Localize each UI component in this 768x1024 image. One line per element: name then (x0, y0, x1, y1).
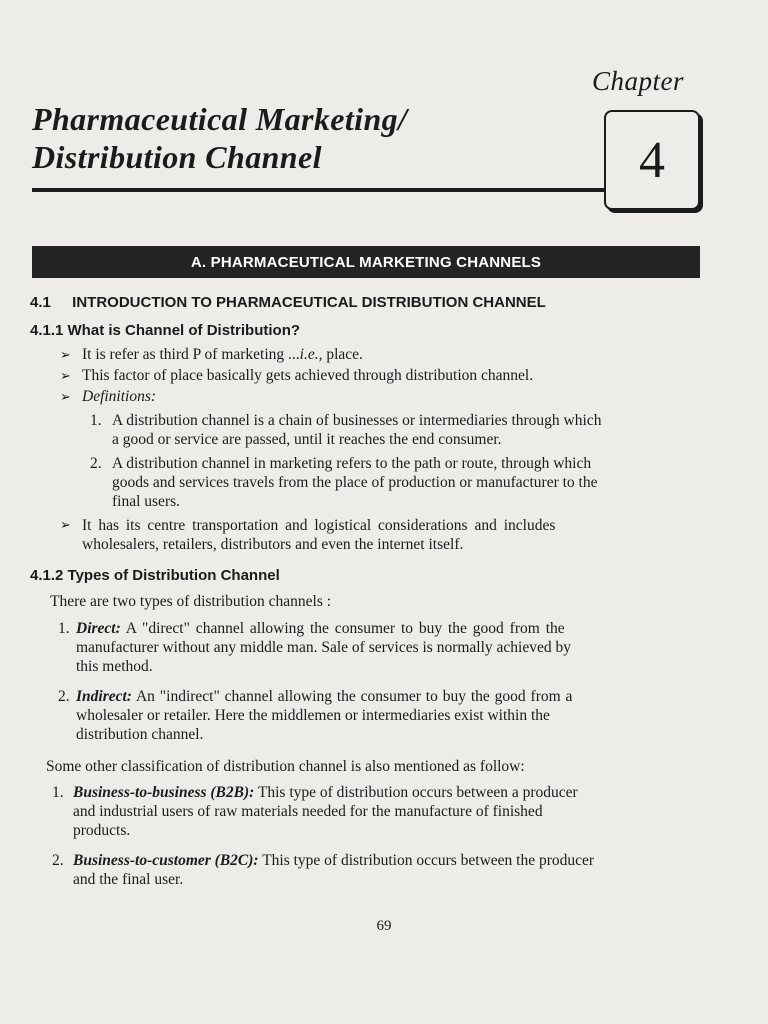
heading-4-1-2: 4.1.2 Types of Distribution Channel (30, 567, 280, 584)
definition-1-line-1: A distribution channel is a chain of businesses or intermediaries through which (112, 412, 602, 429)
bullet-arrow-icon: ➢ (60, 368, 71, 383)
type-1-line-2: manufacturer without any middle man. Sale of services is normally achieved by (76, 639, 571, 656)
chapter-number-box (604, 110, 700, 210)
bullet-3-definitions: Definitions: (82, 388, 157, 405)
type-2-line-2: wholesaler or retailer. Here the middlemen or intermediaries exist within the (76, 707, 550, 724)
bullet-1-text: It is refer as third P of marketing ... (82, 346, 300, 363)
chapter-title-line-2: Distribution Channel (32, 139, 322, 175)
bullet-arrow-icon: ➢ (60, 347, 71, 362)
heading-4-1-number: 4.1 (30, 294, 51, 311)
chapter-number: 4 (639, 131, 665, 189)
other-1-line-1 (73, 784, 578, 802)
heading-4-1-1: 4.1.1 What is Channel of Distribution? (30, 322, 301, 339)
bullet-4-line-1: It has its centre transportation and logistical considerations and includes (82, 517, 556, 534)
bullet-1-italic: i.e., (299, 346, 323, 363)
definition-2-line-3: final users. (112, 493, 181, 510)
definition-2-line-1: A distribution channel in marketing refers to the path or route, through which (112, 455, 592, 472)
type-1-line-1 (76, 620, 565, 638)
bullet-1 (82, 346, 363, 364)
type-2-number: 2. (58, 688, 70, 705)
type-1-text: A "direct" channel allowing the consumer to buy the good from the (120, 620, 565, 637)
chapter-title (32, 100, 592, 176)
bullet-4-line-2: wholesalers, retailers, distributors and even the internet itself. (82, 536, 464, 553)
other-1-line-3: products. (73, 822, 131, 839)
heading-4-1-text: INTRODUCTION TO PHARMACEUTICAL DISTRIBUTION CHANNEL (72, 294, 546, 311)
section-heading-text: A. PHARMACEUTICAL MARKETING CHANNELS (190, 253, 542, 271)
other-2-text: This type of distribution occurs between the producer (258, 852, 595, 869)
type-1-number: 1. (58, 620, 70, 637)
type-2-label: Indirect: (76, 688, 132, 705)
type-2-line-3: distribution channel. (76, 726, 204, 743)
other-1-text: This type of distribution occurs between a producer (254, 784, 578, 801)
section-heading-bar (32, 246, 700, 278)
chapter-label: Chapter (592, 66, 685, 96)
page-number: 69 (376, 918, 392, 934)
types-intro: There are two types of distribution channels : (50, 593, 332, 610)
chapter-title-line-1: Pharmaceutical Marketing/ (32, 101, 408, 137)
other-1-line-2: and industrial users of raw materials needed for the manufacture of finished (73, 803, 543, 820)
other-1-number: 1. (52, 784, 64, 801)
other-2-line-2: and the final user. (73, 871, 184, 888)
bullet-2: This factor of place basically gets achieved through distribution channel. (82, 367, 534, 384)
heading-4-1 (30, 294, 546, 311)
type-2-text: An "indirect" channel allowing the consumer to buy the good from a (131, 688, 573, 705)
other-2-number: 2. (52, 852, 64, 869)
definition-2-line-2: goods and services travels from the place of production or manufacturer to the (112, 474, 598, 491)
other-1-label: Business-to-business (B2B): (73, 784, 255, 801)
type-1-line-3: this method. (76, 658, 153, 675)
other-2-line-1 (73, 852, 594, 870)
bullet-1-tail: place. (322, 346, 363, 363)
definition-2-number: 2. (90, 455, 102, 472)
type-2-line-1 (76, 688, 572, 706)
bullet-arrow-icon: ➢ (60, 389, 71, 404)
other-2-label: Business-to-customer (B2C): (73, 852, 259, 869)
other-intro: Some other classification of distribution channel is also mentioned as follow: (46, 758, 525, 775)
definition-1-number: 1. (90, 412, 102, 429)
type-1-label: Direct: (76, 620, 121, 637)
bullet-arrow-icon: ➢ (60, 517, 71, 532)
title-rule (32, 188, 604, 192)
definition-1-line-2: a good or service are passed, until it reaches the end consumer. (112, 431, 502, 448)
